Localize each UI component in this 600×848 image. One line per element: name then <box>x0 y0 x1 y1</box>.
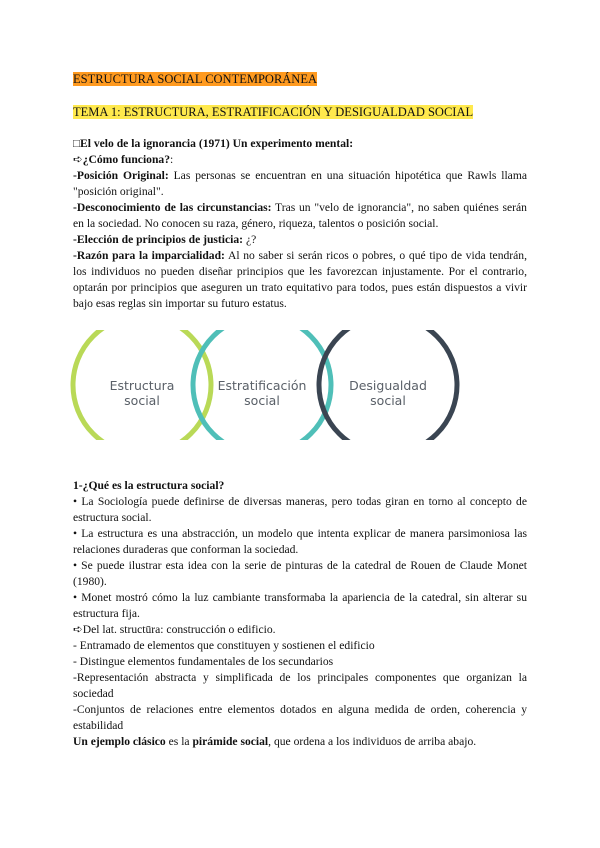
item-text: Las personas se encuentran en una situación hipotética que Rawls llama "posición original". <box>73 169 527 198</box>
section2-heading <box>73 478 527 494</box>
dash-item: - Entramado de elementos que constituyen y sostienen el edificio <box>73 639 375 652</box>
social-structure-section <box>73 478 527 750</box>
example-line <box>73 734 527 750</box>
example-text: es la <box>165 735 193 748</box>
course-title <box>73 71 317 87</box>
latin-origin-text: Del lat. structūra: construcción o edificio. <box>82 623 276 636</box>
example-text: , que ordena a los individuos de arriba abajo. <box>268 735 477 748</box>
item-label: -Desconocimiento de las circunstancias: <box>73 201 272 214</box>
how-it-works-suffix: : <box>170 153 174 166</box>
veil-of-ignorance-section <box>73 136 527 312</box>
checkbox-glyph-icon: □ <box>73 137 81 150</box>
example-bold: pirámide social <box>192 735 269 748</box>
venn-label: Estratificación <box>217 378 307 393</box>
dash-item: - Distingue elementos fundamentales de los secundarios <box>73 655 334 668</box>
example-bold: Un ejemplo clásico <box>73 735 166 748</box>
item-unknown-circumstances <box>73 200 527 232</box>
topic-title-text: TEMA 1: ESTRUCTURA, ESTRATIFICACIÓN Y DESIGUALDAD SOCIAL <box>73 105 474 119</box>
venn-label: social <box>244 393 280 408</box>
latin-origin-line <box>73 622 527 638</box>
bullet-item: • La estructura es una abstracción, un modelo que intenta explicar de manera parsimoniosa las relaciones duraderas que conforman la sociedad. <box>73 527 527 556</box>
how-it-works-label: ¿Cómo funciona? <box>82 153 171 166</box>
bullet-item: • Se puede ilustrar esta idea con la serie de pinturas de la catedral de Rouen de Claude Monet (1980). <box>73 559 527 588</box>
item-impartiality-reason <box>73 248 527 312</box>
item-justice-principles <box>73 232 527 248</box>
venn-label: Desigualdad <box>349 378 427 393</box>
dash-item: -Conjuntos de relaciones entre elementos dotados en alguna medida de orden, coherencia y estabilidad <box>73 703 527 732</box>
bullet-item: • La Sociología puede definirse de diversas maneras, pero todas giran en torno al concepto de estructura social. <box>73 495 527 524</box>
item-text: Tras un "velo de ignorancia", no saben quiénes serán en la sociedad. No conocen su raza, género, riqueza, talentos o posición social. <box>73 201 527 230</box>
section1-heading <box>73 136 527 152</box>
venn-diagram <box>68 330 468 440</box>
item-label: -Posición Original: <box>73 169 169 182</box>
section2-heading-text: 1-¿Qué es la estructura social? <box>73 479 225 492</box>
item-label: -Razón para la imparcialidad: <box>73 249 225 262</box>
item-original-position <box>73 168 527 200</box>
venn-label: social <box>370 393 406 408</box>
arrow-icon: ➪ <box>73 153 83 166</box>
item-text: ¿? <box>243 233 257 246</box>
how-it-works-line <box>73 152 527 168</box>
venn-label: Estructura <box>109 378 175 393</box>
arrow-icon: ➪ <box>73 623 83 636</box>
bullet-item: • Monet mostró cómo la luz cambiante transformaba la apariencia de la catedral, sin alterar su estructura fija. <box>73 591 527 620</box>
section1-heading-text: El velo de la ignorancia (1971) Un experimento mental: <box>80 137 354 150</box>
venn-label: social <box>124 393 160 408</box>
dash-item: -Representación abstracta y simplificada de los principales componentes que organizan la sociedad <box>73 671 527 700</box>
item-text: Al no saber si serán ricos o pobres, o qué tipo de vida tendrán, los individuos no pueden diseñar principios que les favorezcan injustamente. Por el contrario, optarán por principios que aseguren un trato equitativo para todos, pues están dispuestos a vivir bajo esas reglas sin importar su futuro estatus. <box>73 249 527 310</box>
topic-title <box>73 104 473 120</box>
course-title-text: ESTRUCTURA SOCIAL CONTEMPORÁNEA <box>73 72 318 86</box>
item-label: -Elección de principios de justicia: <box>73 233 244 246</box>
